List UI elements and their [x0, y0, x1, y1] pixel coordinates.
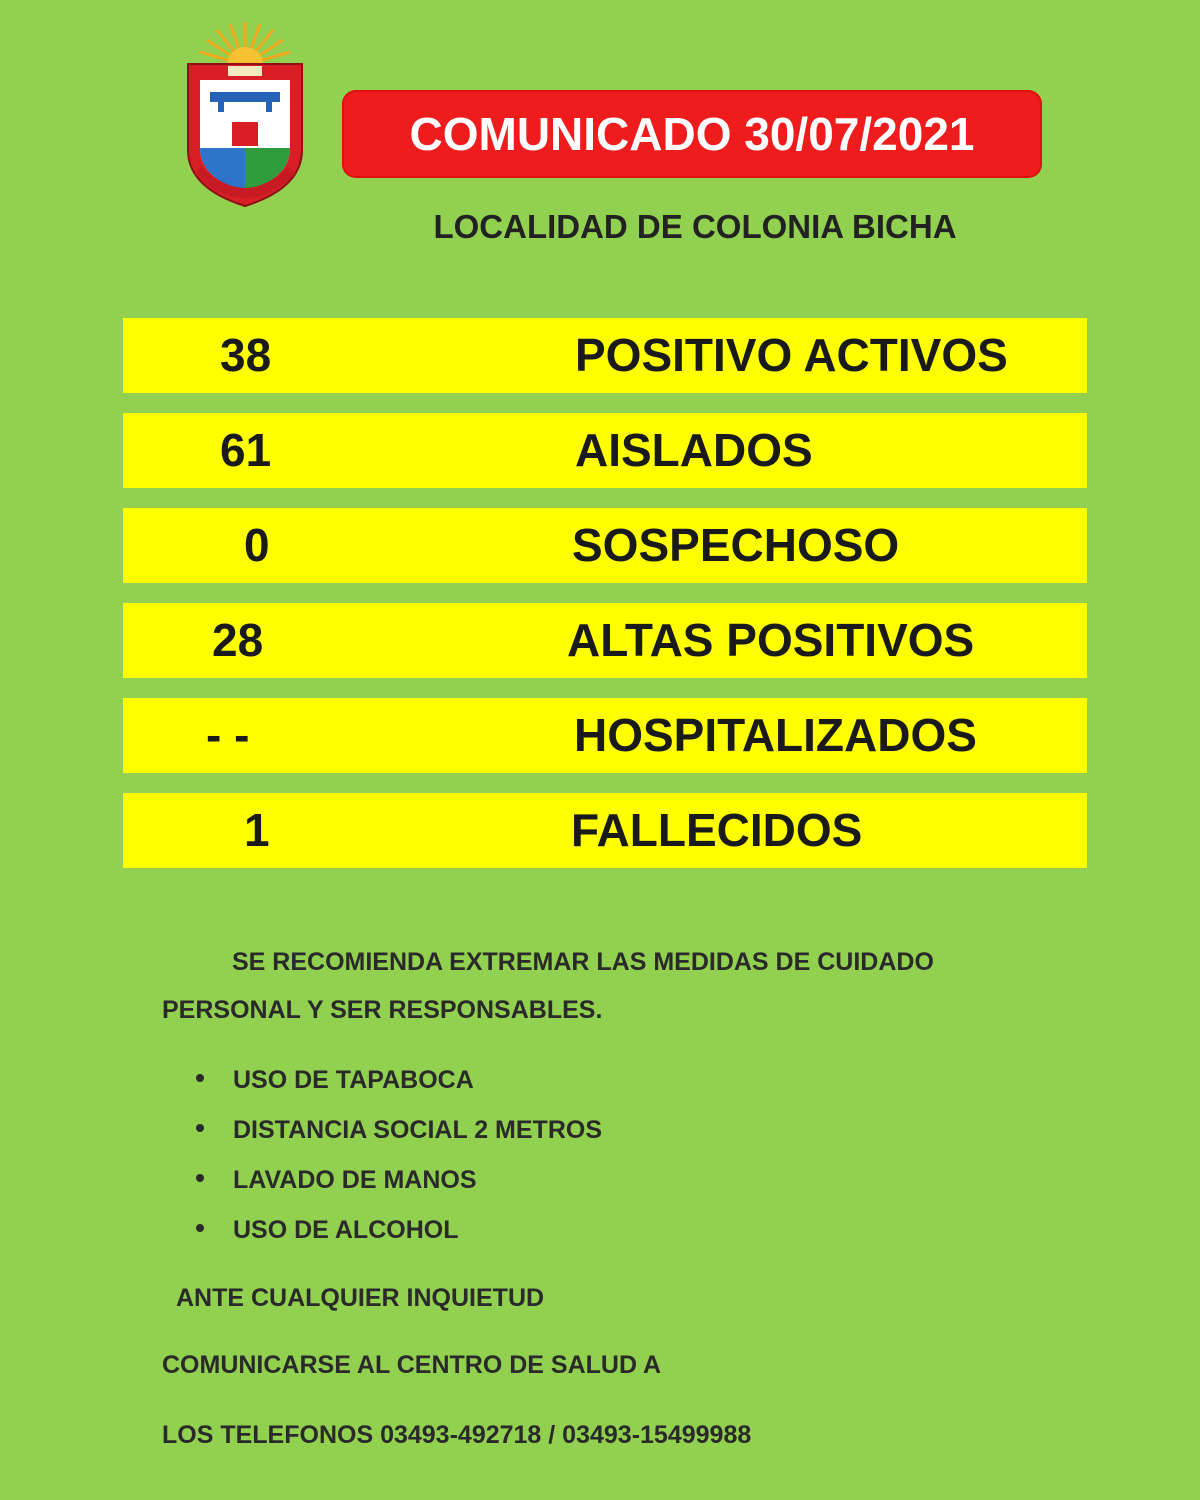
stat-row-positivo-activos [123, 318, 1087, 393]
list-item [196, 1062, 602, 1112]
recommendation-line-2: PERSONAL Y SER RESPONSABLES. [162, 996, 603, 1024]
bullet-icon [196, 1224, 204, 1232]
title-banner [342, 90, 1042, 178]
measure-text: DISTANCIA SOCIAL 2 METROS [233, 1116, 603, 1144]
stat-row-aislados [123, 413, 1087, 488]
care-measures-list [196, 1062, 602, 1262]
list-item [196, 1112, 602, 1162]
contact-line-2: COMUNICARSE AL CENTRO DE SALUD A [162, 1351, 662, 1379]
stat-label: AISLADOS [575, 424, 813, 476]
stat-row-sospechoso [123, 508, 1087, 583]
stat-value: - - [206, 709, 250, 761]
bullet-icon [196, 1074, 204, 1082]
list-item [196, 1162, 602, 1212]
measure-text: USO DE ALCOHOL [233, 1216, 459, 1244]
stat-label: POSITIVO ACTIVOS [575, 329, 1008, 381]
stat-value: 0 [244, 519, 270, 571]
stat-label: FALLECIDOS [571, 804, 863, 856]
bullet-icon [196, 1174, 204, 1182]
stat-label: HOSPITALIZADOS [574, 709, 977, 761]
stat-value: 61 [220, 424, 272, 476]
contact-line-1: ANTE CUALQUIER INQUIETUD [176, 1284, 545, 1312]
municipal-coat-of-arms-icon [180, 20, 310, 210]
measure-text: USO DE TAPABOCA [233, 1066, 474, 1094]
measure-text: LAVADO DE MANOS [233, 1166, 477, 1194]
stat-value: 38 [220, 329, 272, 381]
stat-row-altas-positivos [123, 603, 1087, 678]
stat-label: ALTAS POSITIVOS [567, 614, 975, 666]
stat-label: SOSPECHOSO [572, 519, 900, 571]
list-item [196, 1212, 602, 1262]
recommendation-line-1: SE RECOMIENDA EXTREMAR LAS MEDIDAS DE CUIDADO [232, 948, 934, 976]
locality-subtitle: LOCALIDAD DE COLONIA BICHA [433, 208, 957, 245]
covid-stats-table [123, 318, 1087, 888]
page-title: COMUNICADO 30/07/2021 [409, 108, 975, 160]
stat-row-hospitalizados [123, 698, 1087, 773]
stat-value: 28 [212, 614, 264, 666]
contact-phones: LOS TELEFONOS 03493-492718 / 03493-15499988 [162, 1421, 752, 1449]
stat-value: 1 [244, 804, 270, 856]
bullet-icon [196, 1124, 204, 1132]
stat-row-fallecidos [123, 793, 1087, 868]
